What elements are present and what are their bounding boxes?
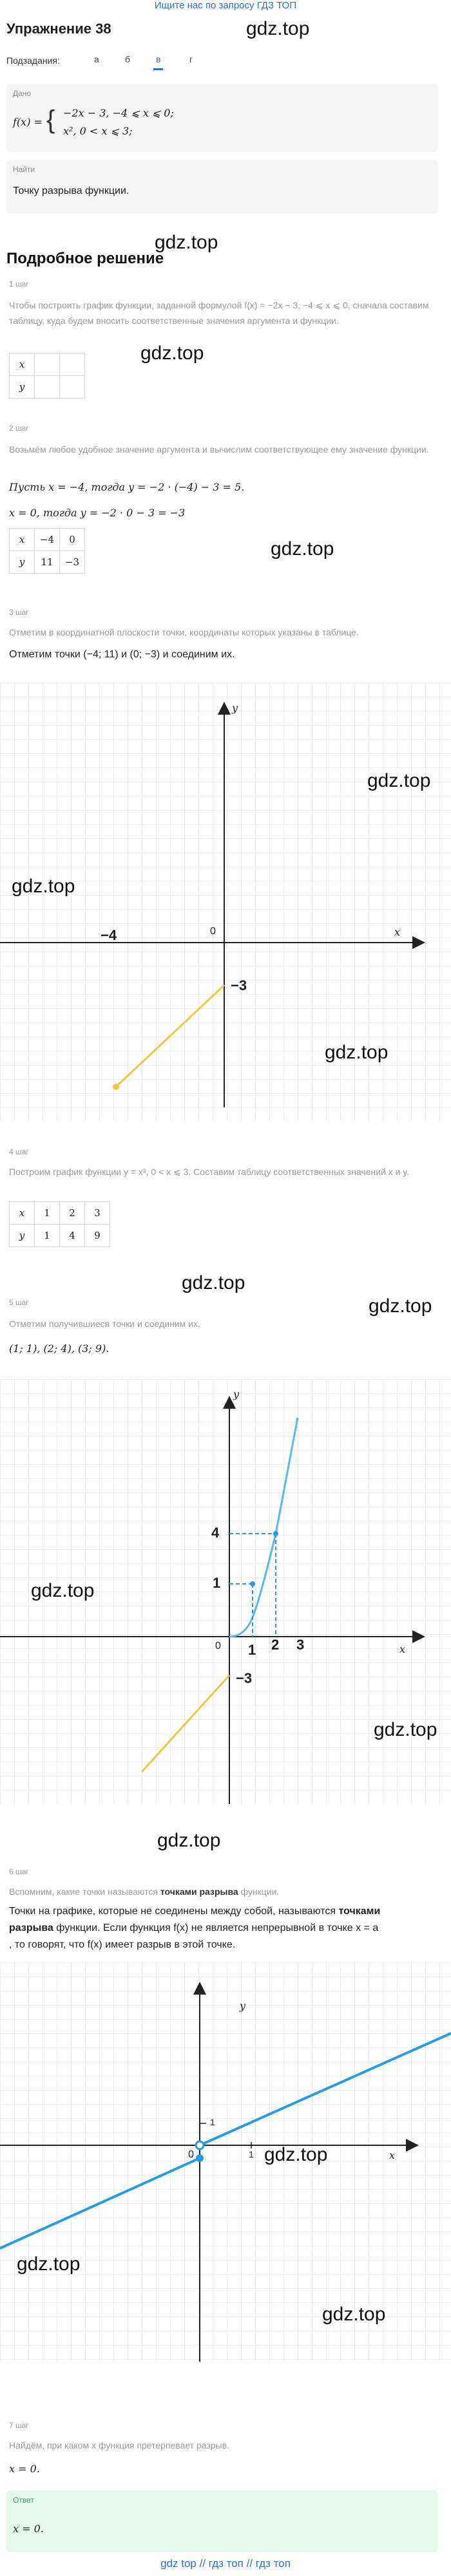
- table-cell: 0: [60, 529, 85, 551]
- brace: {: [46, 106, 55, 134]
- watermark: gdz.top: [31, 1580, 95, 1601]
- given-line2: x², 0 < x ⩽ 3;: [63, 125, 133, 137]
- tick-y-1: 1: [213, 1575, 221, 1591]
- step4-text: Построим график функции y = x², 0 < x ⩽ 3. Составим таблицу соответственных значений x и y.: [9, 1167, 410, 1177]
- graph-1: [0, 682, 451, 1120]
- text-part: функции.: [240, 1886, 280, 1897]
- table-cell: 2: [60, 1202, 85, 1225]
- tick-neg-3: −3: [236, 1670, 253, 1686]
- step6-definition: [9, 1903, 441, 1953]
- answer-text: x = 0.: [13, 2523, 44, 2535]
- tick-x-3: 3: [296, 1637, 305, 1653]
- axis-x-label: x: [389, 2149, 396, 2161]
- point-start: [113, 1084, 119, 1090]
- tick-x-1: 1: [248, 1642, 256, 1658]
- watermark: gdz.top: [182, 1272, 245, 1293]
- find-card: [6, 160, 438, 214]
- text-bold: точками: [338, 1906, 381, 1917]
- footer-links[interactable]: gdz top // гдз топ // гдз топ: [160, 2557, 291, 2570]
- table-cell: 11: [35, 551, 60, 574]
- graph-3-svg: [0, 1962, 451, 2362]
- watermark: gdz.top: [264, 2144, 328, 2165]
- step3-text: Отметим в координатной плоскости точки, координаты которых указаны в таблице.: [9, 627, 359, 637]
- watermark: gdz.top: [12, 876, 75, 897]
- step1-text: Чтобы построить график функции, заданной формулой f(x) = −2x − 3, −4 ⩽ x ⩽ 0, сначала составим таблицу, куда будем вносить соответственные значения аргумента и функции.: [9, 300, 429, 326]
- step1-label: 1 шаг: [9, 279, 29, 288]
- find-text: Точку разрыва функции.: [13, 185, 130, 196]
- watermark: gdz.top: [325, 1042, 389, 1063]
- step5-line: (1; 1), (2; 4), (3; 9).: [9, 1342, 110, 1355]
- tick-y-label: −3: [231, 977, 247, 993]
- watermark: gdz.top: [157, 1830, 221, 1851]
- step6-text: [9, 1884, 441, 1899]
- text-bold: точками разрыва: [160, 1886, 238, 1897]
- table-cell: 1: [35, 1225, 60, 1247]
- step7-text: Найдём, при каком x функция претерпевает разрыв.: [9, 2440, 229, 2450]
- origin-label: 0: [188, 2149, 194, 2160]
- hollow-point: [196, 2141, 204, 2149]
- upper-line: [200, 2033, 451, 2145]
- text-part: Вспомним, какие точки называются: [9, 1886, 158, 1897]
- linear-segment: [116, 985, 224, 1087]
- step1-table: [9, 353, 85, 399]
- watermark: gdz.top: [367, 770, 431, 791]
- table-cell: 1: [35, 1202, 60, 1225]
- tab-v[interactable]: в: [153, 54, 163, 70]
- watermark: gdz.top: [322, 2304, 386, 2325]
- page-title: Упражнение 38: [6, 21, 111, 37]
- table-cell: 3: [85, 1202, 110, 1225]
- step2-table: [9, 528, 85, 574]
- tick-x-2: 2: [271, 1637, 280, 1653]
- table-cell: x: [10, 353, 35, 376]
- step4-table: [9, 1201, 110, 1247]
- axis-y-label: y: [240, 2000, 246, 2012]
- table-cell: x: [10, 529, 35, 551]
- text-part: функции. Если функция f(x) не является непрерывной в точке x = a: [56, 1923, 379, 1933]
- table-cell: x: [10, 1202, 35, 1225]
- step3-label: 3 шаг: [9, 608, 29, 617]
- tick-x-1: 1: [249, 2149, 254, 2159]
- step2-line2: x = 0, тогда y = −2 · 0 − 3 = −3: [9, 507, 186, 519]
- tab-b[interactable]: б: [125, 54, 131, 64]
- answer-label: Ответ: [13, 2496, 34, 2505]
- text-part: , то говорят, что f(x) имеет разрыв в этой точке.: [9, 1939, 236, 1950]
- text-part: Точки на графике, которые не соединены между собой, называются: [9, 1906, 336, 1917]
- graph-2: [0, 1379, 451, 1804]
- axis-y-label: y: [232, 702, 238, 714]
- given-card: [6, 84, 438, 152]
- step4-label: 4 шаг: [9, 1147, 29, 1156]
- solution-title: Подробное решение: [6, 250, 164, 267]
- given-label: Дано: [13, 89, 32, 98]
- step2-line1: Пусть x = −4, тогда y = −2 · (−4) − 3 = 5.: [9, 481, 245, 493]
- tick-y-1: 1: [210, 2117, 215, 2127]
- step5-label: 5 шаг: [9, 1298, 29, 1307]
- tick-x-label: −4: [101, 927, 117, 943]
- watermark: gdz.top: [369, 1295, 432, 1317]
- watermark: gdz.top: [374, 1719, 437, 1740]
- graph-3: [0, 1962, 451, 2362]
- table-cell: y: [10, 551, 35, 574]
- watermark: gdz.top: [271, 538, 334, 559]
- table-cell: y: [10, 1225, 35, 1247]
- step2-text: Возьмём любое удобное значение аргумента и вычислим соответствующее ему значение функции.: [9, 444, 429, 455]
- step7-label: 7 шаг: [9, 2421, 29, 2430]
- point-2-4: [273, 1531, 278, 1536]
- step5-text: Отметим получившиеся точки и соединим их.: [9, 1319, 200, 1329]
- table-cell: −4: [35, 529, 60, 551]
- axis-x-label: x: [399, 1643, 406, 1655]
- point-1-1: [250, 1581, 255, 1586]
- find-label: Найти: [13, 165, 35, 174]
- table-cell: −3: [60, 551, 85, 574]
- axis-y-label: y: [233, 1388, 240, 1400]
- origin-label: 0: [210, 926, 216, 937]
- top-banner[interactable]: Ищите нас по запросу ГДЗ ТОП: [154, 0, 297, 11]
- step3-line: Отметим точки (−4; 11) и (0; −3) и соединим их.: [9, 649, 235, 660]
- tab-g[interactable]: г: [189, 54, 193, 64]
- table-cell: 4: [60, 1225, 85, 1247]
- filled-point: [196, 2154, 204, 2162]
- tick-y-4: 4: [211, 1525, 220, 1541]
- text-bold: разрыва: [9, 1923, 53, 1933]
- linear-segment: [142, 1675, 229, 1772]
- step6-label: 6 шаг: [9, 1867, 29, 1876]
- answer-card: [6, 2490, 438, 2552]
- axis-x-label: x: [394, 926, 401, 938]
- step2-label: 2 шаг: [9, 424, 29, 433]
- watermark: gdz.top: [17, 2253, 81, 2275]
- tab-a[interactable]: а: [94, 54, 99, 64]
- watermark: gdz.top: [155, 232, 218, 253]
- given-line1: −2x − 3, −4 ⩽ x ⩽ 0;: [63, 107, 174, 119]
- watermark: gdz.top: [140, 343, 204, 364]
- step7-line: x = 0.: [9, 2463, 40, 2475]
- parabola-curve: [229, 1418, 298, 1637]
- given-fx: f(x) =: [13, 116, 43, 128]
- subtasks-label: Подзадания:: [6, 55, 60, 66]
- watermark: gdz.top: [246, 18, 310, 39]
- table-cell: 9: [85, 1225, 110, 1247]
- table-cell: y: [10, 376, 35, 399]
- origin-label: 0: [215, 1641, 221, 1651]
- lower-line: [0, 2158, 200, 2248]
